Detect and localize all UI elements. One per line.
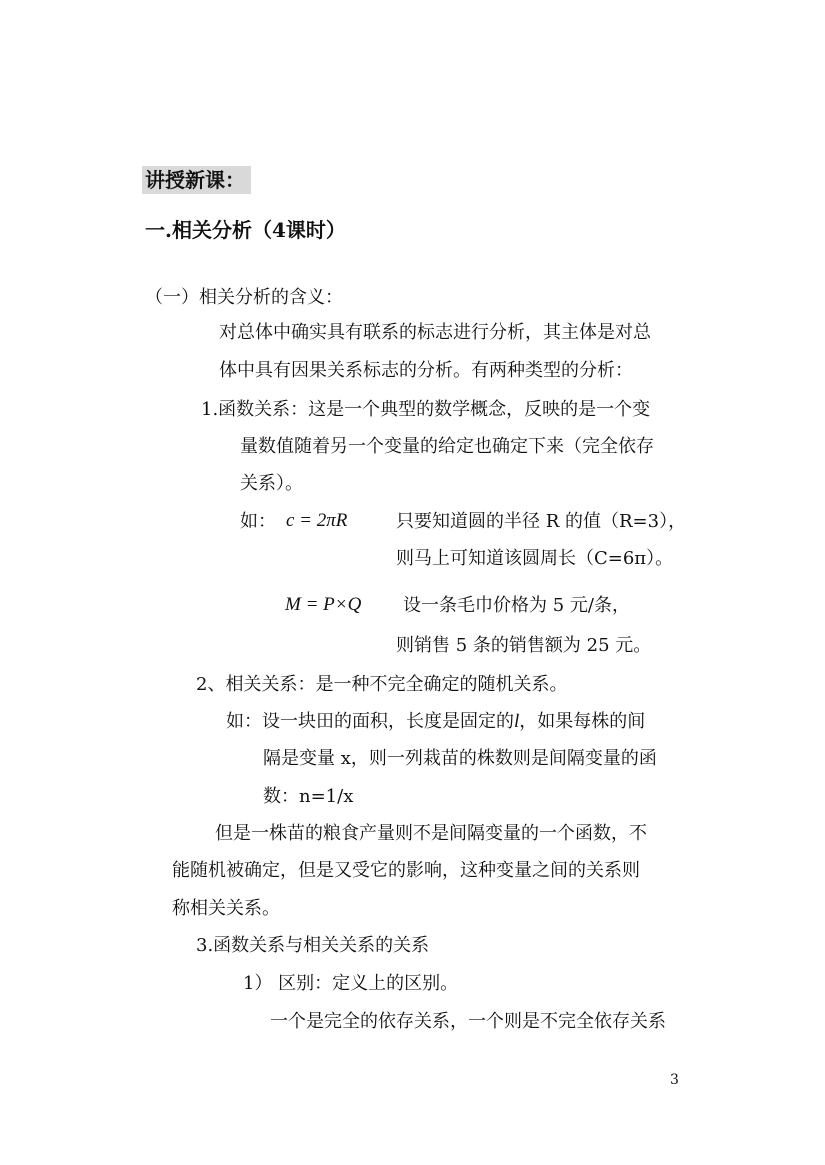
subsection-title: （一）相关分析的含义：: [145, 287, 343, 308]
example-line: 数：n=1/x: [263, 786, 354, 807]
function-relation-heading: 1.函数关系：这是一个典型的数学概念，反映的是一个变: [201, 399, 651, 420]
comparison-heading: 3.函数关系与相关关系的关系: [196, 935, 430, 956]
formula-description: 只要知道圆的半径 R 的值（R=3），: [396, 511, 687, 532]
paragraph-line: 但是一株苗的粮食产量则不是间隔变量的一个函数，不: [215, 823, 647, 844]
formula-sales: M = P×Q: [285, 594, 362, 615]
correlation-relation-heading: 2、相关关系：是一种不完全确定的随机关系。: [196, 674, 568, 695]
paragraph-line: 一个是完全的依存关系，一个则是不完全依存关系: [270, 1011, 666, 1032]
page-number: 3: [670, 1072, 679, 1088]
comparison-item: 1） 区别：定义上的区别。: [243, 973, 459, 994]
formula-circumference: c = 2πR: [286, 510, 348, 531]
section-label: 讲授新课：: [142, 166, 251, 194]
example-text: ，如果每株的间: [519, 711, 646, 732]
paragraph-line: 量数值随着另一个变量的给定也确定下来（完全依存: [240, 436, 654, 457]
formula-description: 则马上可知道该圆周长（C=6π）。: [396, 548, 674, 569]
paragraph-line: 对总体中确实具有联系的标志进行分析，其主体是对总: [219, 322, 651, 343]
variable-l: l: [514, 711, 520, 732]
paragraph-line: 称相关关系。: [172, 898, 280, 919]
paragraph-line: 关系）。: [240, 473, 303, 494]
formula-description: 设一条毛巾价格为 5 元/条，: [403, 595, 630, 616]
chapter-title: 一.相关分析（4课时）: [145, 218, 346, 242]
formula-description: 则销售 5 条的销售额为 25 元。: [396, 635, 652, 656]
example-line: [226, 710, 645, 734]
example-label: 如：: [240, 511, 276, 532]
example-text: 如：设一块田的面积，长度是固定的: [226, 711, 514, 732]
paragraph-line: 体中具有因果关系标志的分析。有两种类型的分析：: [219, 360, 633, 381]
example-line: 隔是变量 x，则一列栽苗的株数则是间隔变量的函: [263, 748, 657, 769]
paragraph-line: 能随机被确定，但是又受它的影响，这种变量之间的关系则: [172, 860, 640, 881]
